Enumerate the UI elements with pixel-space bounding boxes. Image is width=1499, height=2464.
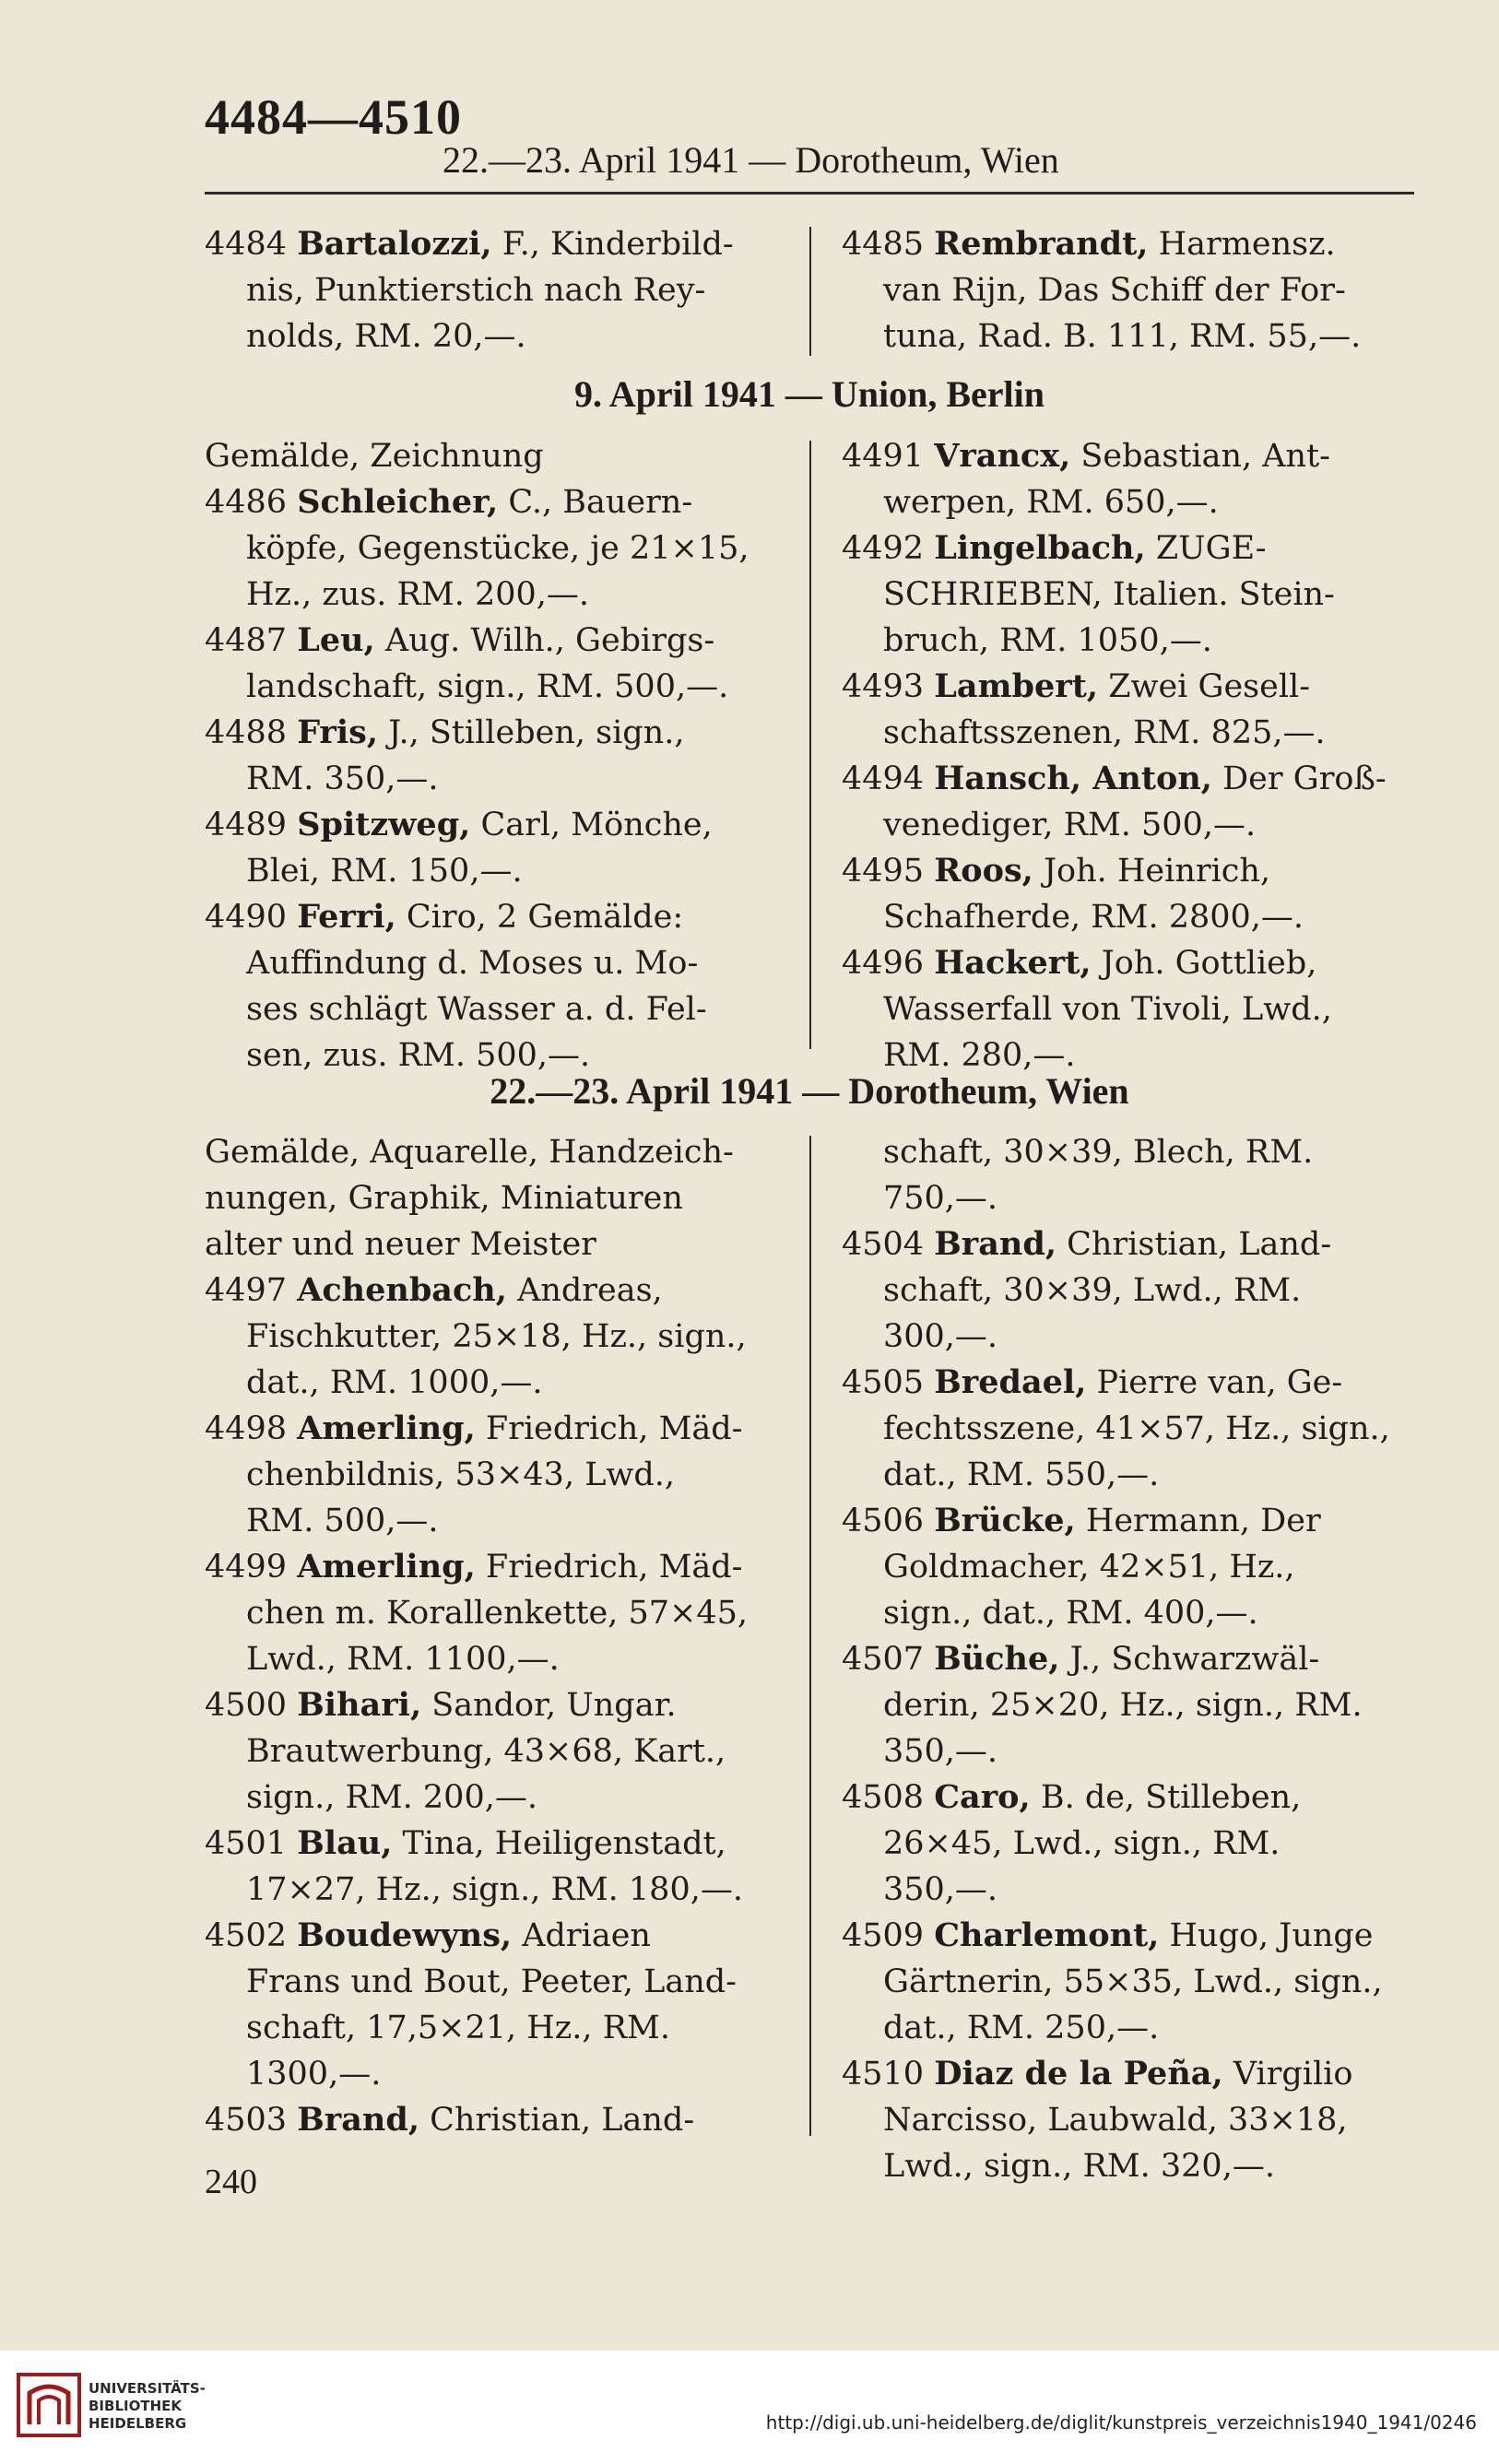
- dorotheum-left-column: [205, 1129, 781, 2143]
- lot-entry-continuation: Wasserfall von Tivoli, Lwd.,: [883, 991, 1332, 1028]
- lot-number: 4492: [842, 530, 935, 567]
- lot-description: Harmensz.: [1148, 226, 1336, 263]
- lot-entry-first-line: [205, 1821, 781, 1867]
- lot-description: J., Stilleben, sign.,: [378, 714, 685, 751]
- lot-number: 4505: [842, 1364, 935, 1401]
- lot-entry-first-line: [205, 894, 781, 940]
- lot-description: J., Schwarzwäl-: [1059, 1641, 1320, 1678]
- lot-number: 4495: [842, 853, 935, 890]
- lot-description: C., Bauern-: [498, 484, 693, 521]
- artist-name: Blau,: [297, 1824, 393, 1862]
- lot-number: 4493: [842, 668, 935, 705]
- lot-description: Hugo, Junge: [1159, 1917, 1374, 1954]
- lot-entry-first-line: [842, 1360, 1419, 1406]
- artist-name: Fris,: [297, 713, 379, 751]
- lot-entry-continuation: Lwd., RM. 1100,—.: [246, 1641, 560, 1678]
- lot-entry-continuation: schaft, 30×39, Blech, RM.: [883, 1134, 1314, 1171]
- lot-description: Christian, Land-: [419, 2102, 695, 2139]
- lot-entry-first-line: [842, 525, 1419, 572]
- lot-description: Virgilio: [1222, 2056, 1353, 2093]
- lot-entry-continuation: 26×45, Lwd., sign., RM.: [883, 1825, 1281, 1862]
- lot-entry-first-line: [205, 710, 781, 756]
- lot-entry-first-line: [842, 940, 1419, 986]
- lot-entry-continuation: Frans und Bout, Peeter, Land-: [246, 1963, 737, 2000]
- section-subheading: Gemälde, Aquarelle, Handzeich-: [205, 1134, 734, 1171]
- lot-entry-continuation: Lwd., sign., RM. 320,—.: [883, 2148, 1275, 2185]
- lot-entry-first-line: [842, 756, 1419, 802]
- lot-entry-continuation: Fischkutter, 25×18, Hz., sign.,: [246, 1318, 747, 1355]
- lot-entry-continuation: van Rijn, Das Schiff der For-: [883, 272, 1346, 309]
- artist-name: Schleicher,: [297, 483, 499, 521]
- lot-entry-continuation: sign., RM. 200,—.: [246, 1779, 537, 1816]
- lot-entry-first-line: [205, 1406, 781, 1452]
- lot-entry-continuation: Blei, RM. 150,—.: [246, 853, 523, 890]
- lot-entry-continuation: bruch, RM. 1050,—.: [883, 622, 1212, 659]
- lot-description: ZUGE-: [1145, 530, 1267, 567]
- lot-number: 4489: [205, 807, 298, 843]
- lot-entry-continuation: nolds, RM. 20,—.: [246, 318, 526, 355]
- lot-entry-first-line: [205, 2097, 781, 2143]
- lot-entry-continuation: chenbildnis, 53×43, Lwd.,: [246, 1456, 676, 1493]
- lot-description: Joh. Heinrich,: [1033, 853, 1271, 890]
- lot-entry-first-line: [205, 479, 781, 525]
- lot-entry-first-line: [842, 221, 1419, 267]
- lot-entry-continuation: dat., RM. 550,—.: [883, 1456, 1160, 1493]
- lot-number: 4497: [205, 1272, 298, 1309]
- lot-number: 4491: [842, 438, 935, 475]
- lot-description: Adriaen: [512, 1917, 651, 1954]
- lot-entry-continuation: chen m. Korallenkette, 57×45,: [246, 1595, 749, 1632]
- artist-name: Leu,: [297, 621, 375, 659]
- lot-number: 4490: [205, 899, 298, 936]
- lot-entry-continuation: sign., dat., RM. 400,—.: [883, 1595, 1258, 1632]
- lot-entry-continuation: derin, 25×20, Hz., sign., RM.: [883, 1687, 1363, 1724]
- library-name-line: UNIVERSITÄTS-: [89, 2380, 206, 2397]
- lot-number: 4507: [842, 1641, 935, 1678]
- lot-number: 4486: [205, 484, 298, 521]
- lot-entry-continuation: Brautwerbung, 43×68, Kart.,: [246, 1733, 726, 1770]
- lot-entry-continuation: ses schlägt Wasser a. d. Fel-: [246, 991, 707, 1028]
- running-head: 22.—23. April 1941 — Dorotheum, Wien: [443, 139, 1059, 181]
- lot-entry-continuation: Gärtnerin, 55×35, Lwd., sign.,: [883, 1963, 1383, 2000]
- artist-name: Achenbach,: [297, 1271, 507, 1309]
- lot-entry-continuation: venediger, RM. 500,—.: [883, 807, 1257, 843]
- lot-number: 4498: [205, 1410, 298, 1447]
- artist-name: Roos,: [934, 852, 1033, 890]
- lot-entry-continuation: 17×27, Hz., sign., RM. 180,—.: [246, 1871, 743, 1908]
- lot-entry-continuation: Auffindung d. Moses u. Mo-: [246, 945, 699, 982]
- lot-number: 4501: [205, 1825, 298, 1862]
- lot-entry-continuation: RM. 280,—.: [883, 1037, 1076, 1074]
- section-heading-dorotheum: 22.—23. April 1941 — Dorotheum, Wien: [490, 1070, 1129, 1112]
- column-divider: [809, 1136, 811, 2136]
- lot-entry-continuation: 750,—.: [883, 1180, 998, 1217]
- lot-description: Ciro, 2 Gemälde:: [395, 899, 684, 936]
- lot-entry-first-line: [842, 1498, 1419, 1544]
- lot-number: 4510: [842, 2056, 935, 2093]
- lot-entry-continuation: RM. 500,—.: [246, 1503, 439, 1539]
- lot-entry-continuation: 300,—.: [883, 1318, 998, 1355]
- lot-description: F., Kinderbild-: [491, 226, 734, 263]
- lot-entry-first-line: [205, 802, 781, 848]
- lot-description: Aug. Wilh., Gebirgs-: [374, 622, 715, 659]
- lot-entry-first-line: [205, 221, 781, 267]
- lot-entry-continuation: Narcisso, Laubwald, 33×18,: [883, 2102, 1348, 2139]
- lot-entry-continuation: 350,—.: [883, 1871, 998, 1908]
- lot-entry-continuation: nis, Punktierstich nach Rey-: [246, 272, 706, 309]
- artist-name: Rembrandt,: [934, 225, 1149, 263]
- lot-entry-continuation: köpfe, Gegenstücke, je 21×15,: [246, 530, 750, 567]
- artist-name: Amerling,: [297, 1409, 476, 1447]
- lot-range-title: 4484—4510: [205, 89, 462, 145]
- lot-entry-continuation: schaft, 30×39, Lwd., RM.: [883, 1272, 1302, 1309]
- lot-number: 4499: [205, 1549, 298, 1586]
- lot-description: Sebastian, Ant-: [1070, 438, 1330, 475]
- lot-entry-continuation: dat., RM. 1000,—.: [246, 1364, 543, 1401]
- artist-name: Spitzweg,: [297, 806, 471, 843]
- top-left-column: [205, 221, 781, 360]
- lot-entry-continuation: RM. 350,—.: [246, 760, 439, 797]
- lot-entry-continuation: 1300,—.: [246, 2056, 382, 2093]
- artist-name: Boudewyns,: [297, 1916, 513, 1954]
- lot-entry-first-line: [205, 1267, 781, 1314]
- union-left-column: [205, 433, 781, 1079]
- library-name-line: HEIDELBERG: [89, 2415, 187, 2432]
- lot-entry-first-line: [842, 1774, 1419, 1821]
- lot-description: Christian, Land-: [1056, 1226, 1332, 1263]
- lot-number: 4487: [205, 622, 298, 659]
- artist-name: Hansch, Anton,: [934, 760, 1212, 797]
- library-name-line: BIBLIOTHEK: [89, 2398, 182, 2414]
- lot-description: Der Groß-: [1211, 760, 1387, 797]
- section-heading-union: 9. April 1941 — Union, Berlin: [573, 373, 1045, 415]
- lot-number: 4494: [842, 760, 935, 797]
- artist-name: Amerling,: [297, 1548, 476, 1586]
- lot-entry-continuation: sen, zus. RM. 500,—.: [246, 1037, 591, 1074]
- artist-name: Caro,: [934, 1778, 1031, 1816]
- header-rule: [205, 192, 1414, 195]
- library-logo-icon: [17, 2373, 81, 2437]
- artist-name: Bartalozzi,: [297, 225, 492, 263]
- column-divider: [809, 441, 811, 1049]
- lot-entry-continuation: landschaft, sign., RM. 500,—.: [246, 668, 729, 705]
- lot-entry-first-line: [205, 1544, 781, 1590]
- lot-description: Tina, Heiligenstadt,: [392, 1825, 726, 1862]
- section-subheading: nungen, Graphik, Miniaturen: [205, 1180, 683, 1217]
- lot-description: Carl, Mönche,: [470, 807, 713, 843]
- lot-number: 4485: [842, 226, 935, 263]
- column-divider: [809, 227, 811, 356]
- lot-entry-continuation: dat., RM. 250,—.: [883, 2010, 1160, 2046]
- lot-number: 4502: [205, 1917, 298, 1954]
- artist-name: Vrancx,: [934, 437, 1071, 475]
- lot-entry-first-line: [842, 1636, 1419, 1682]
- artist-name: Brand,: [297, 2101, 420, 2139]
- lot-number: 4500: [205, 1687, 298, 1724]
- lot-description: Sandor, Ungar.: [421, 1687, 677, 1724]
- lot-description: Friedrich, Mäd-: [475, 1410, 743, 1447]
- lot-entry-continuation: schaft, 17,5×21, Hz., RM.: [246, 2010, 670, 2046]
- lot-entry-first-line: [842, 433, 1419, 479]
- artist-name: Büche,: [934, 1640, 1060, 1678]
- digitization-footer: [0, 2351, 1499, 2464]
- lot-number: 4504: [842, 1226, 935, 1263]
- artist-name: Lambert,: [934, 667, 1099, 705]
- lot-number: 4484: [205, 226, 298, 263]
- lot-entry-continuation: werpen, RM. 650,—.: [883, 484, 1219, 521]
- source-url[interactable]: http://digi.ub.uni-heidelberg.de/diglit/kunstpreis_verzeichnis1940_1941/0246: [765, 2411, 1477, 2434]
- lot-entry-first-line: [842, 1913, 1419, 1959]
- lot-entry-continuation: Schafherde, RM. 2800,—.: [883, 899, 1304, 936]
- artist-name: Charlemont,: [934, 1916, 1160, 1954]
- artist-name: Bihari,: [297, 1686, 422, 1724]
- lot-entry-first-line: [842, 2051, 1419, 2097]
- union-right-column: [842, 433, 1419, 1079]
- lot-entry-continuation: Hz., zus. RM. 200,—.: [246, 576, 590, 613]
- artist-name: Bredael,: [934, 1363, 1087, 1401]
- lot-entry-first-line: [205, 1682, 781, 1728]
- lot-entry-continuation: schaftsszenen, RM. 825,—.: [883, 714, 1326, 751]
- page-number: 240: [205, 2163, 257, 2201]
- lot-entry-first-line: [205, 1913, 781, 1959]
- artist-name: Brücke,: [934, 1502, 1076, 1539]
- lot-description: Friedrich, Mäd-: [475, 1549, 743, 1586]
- artist-name: Hackert,: [934, 944, 1092, 982]
- lot-entry-continuation: Goldmacher, 42×51, Hz.,: [883, 1549, 1295, 1586]
- library-name: [89, 2380, 206, 2433]
- lot-number: 4503: [205, 2102, 298, 2139]
- lot-entry-first-line: [205, 618, 781, 664]
- lot-entry-first-line: [842, 848, 1419, 894]
- lot-description: Joh. Gottlieb,: [1091, 945, 1317, 982]
- section-subheading: alter und neuer Meister: [205, 1226, 596, 1263]
- lot-description: Pierre van, Ge-: [1086, 1364, 1343, 1401]
- artist-name: Ferri,: [297, 898, 396, 936]
- lot-entry-continuation: SCHRIEBEN, Italien. Stein-: [883, 576, 1335, 613]
- lot-entry-continuation: fechtsszene, 41×57, Hz., sign.,: [883, 1410, 1390, 1447]
- lot-description: Hermann, Der: [1075, 1503, 1321, 1539]
- artist-name: Lingelbach,: [934, 529, 1146, 567]
- lot-description: B. de, Stilleben,: [1030, 1779, 1302, 1816]
- lot-number: 4496: [842, 945, 935, 982]
- top-right-column: [842, 221, 1419, 360]
- lot-description: Zwei Gesell-: [1098, 668, 1311, 705]
- lot-number: 4509: [842, 1917, 935, 1954]
- lot-description: Andreas,: [506, 1272, 663, 1309]
- lot-number: 4506: [842, 1503, 935, 1539]
- dorotheum-right-column: [842, 1129, 1419, 2189]
- section-subheading: Gemälde, Zeichnung: [205, 438, 544, 475]
- lot-entry-first-line: [842, 1221, 1419, 1267]
- lot-number: 4508: [842, 1779, 935, 1816]
- lot-number: 4488: [205, 714, 298, 751]
- artist-name: Diaz de la Peña,: [934, 2055, 1223, 2093]
- lot-entry-continuation: tuna, Rad. B. 111, RM. 55,—.: [883, 318, 1362, 355]
- lot-entry-continuation: 350,—.: [883, 1733, 998, 1770]
- artist-name: Brand,: [934, 1225, 1057, 1263]
- lot-entry-first-line: [842, 664, 1419, 710]
